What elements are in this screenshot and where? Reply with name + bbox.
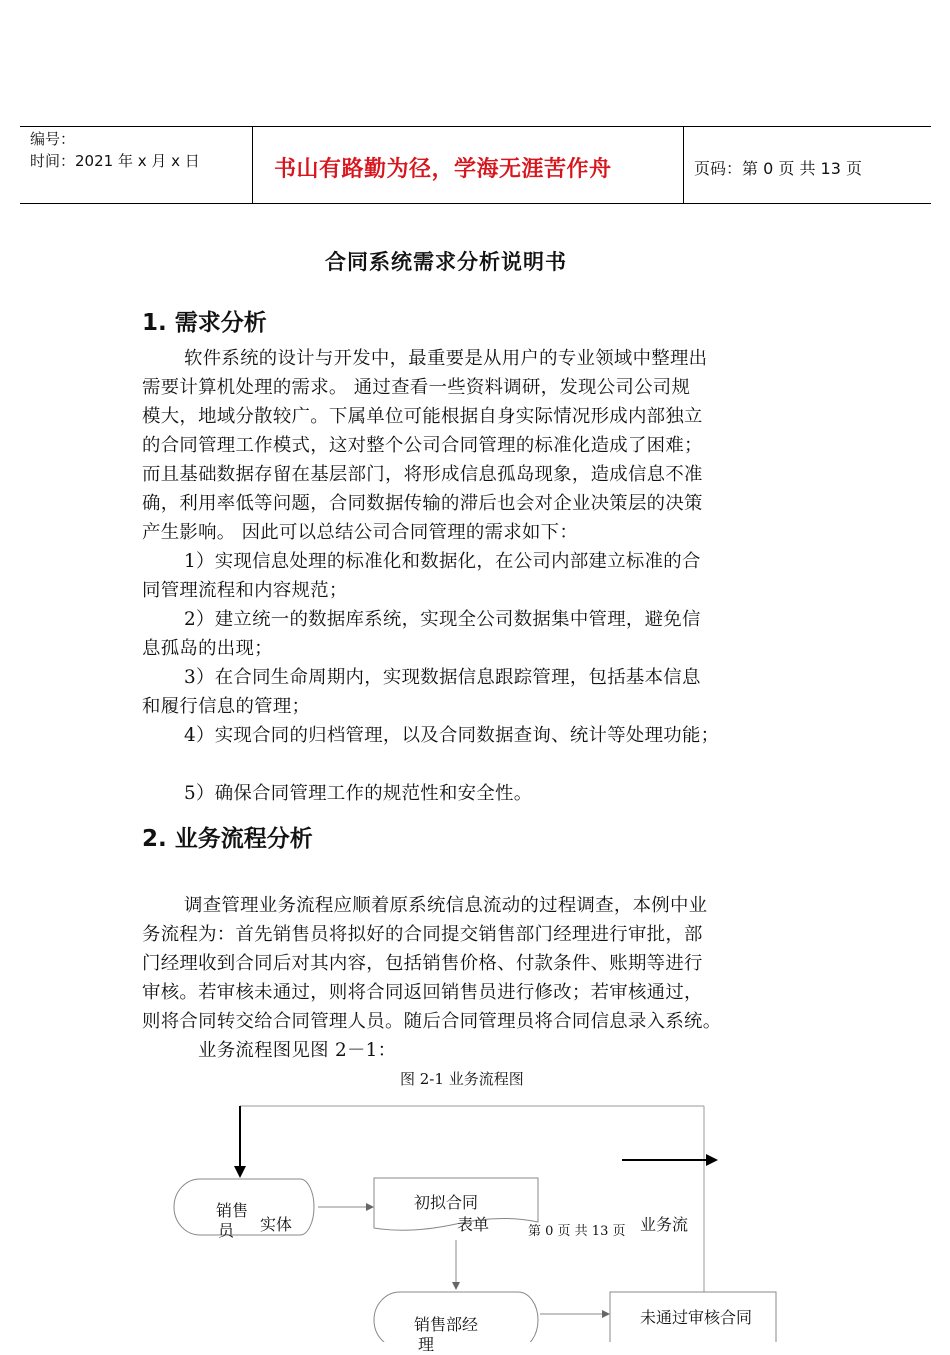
manager-label-b: 理	[418, 1335, 435, 1354]
text-line: 的合同管理工作模式，这对整个公司合同管理的标准化造成了困难；	[142, 435, 703, 456]
text-line: 则将合同转交给合同管理人员。随后合同管理员将合同信息录入系统。	[142, 1011, 722, 1032]
time-label: 时间：2021 年 x 月 x 日	[30, 152, 200, 170]
motto: 书山有路勤为径，学海无涯苦作舟	[274, 157, 612, 182]
list-item: 4）实现合同的归档管理，以及合同数据查询、统计等处理功能；	[184, 725, 720, 746]
arrow-to-manager-head	[452, 1282, 460, 1290]
list-item-cont: 息孤岛的出现；	[142, 638, 273, 659]
number-label: 编号：	[30, 130, 76, 148]
text-line: 软件系统的设计与开发中，最重要是从用户的专业领域中整理出	[184, 348, 708, 369]
salesperson-label-b: 员	[218, 1221, 235, 1240]
arrow-to-draft-head	[366, 1203, 374, 1211]
list-item: 3）在合同生命周期内，实现数据信息跟踪管理，包括基本信息	[184, 667, 701, 688]
text-line: 确，利用率低等问题，合同数据传输的滞后也会对企业决策层的决策	[142, 493, 703, 514]
text-line: 产生影响。 因此可以总结公司合同管理的需求如下：	[142, 522, 579, 543]
list-item: 5）确保合同管理工作的规范性和安全性。	[184, 783, 533, 804]
text-line: 需要计算机处理的需求。 通过查看一些资料调研，发现公司公司规	[142, 377, 691, 398]
legend-arrow-head	[706, 1154, 718, 1166]
document-title: 合同系统需求分析说明书	[325, 250, 567, 274]
flow-label: 业务流	[640, 1215, 689, 1234]
list-item: 1）实现信息处理的标准化和数据化，在公司内部建立标准的合	[184, 551, 701, 572]
entity-label: 实体	[260, 1215, 293, 1234]
figure-reference: 业务流程图见图 2－1：	[198, 1040, 397, 1061]
section2-heading: 2. 业务流程分析	[142, 826, 313, 852]
list-item: 2）建立统一的数据库系统，实现全公司数据集中管理，避免信	[184, 609, 701, 630]
salesperson-label-a: 销售	[216, 1201, 249, 1220]
draft-label-a: 初拟合同	[414, 1193, 479, 1212]
page-info: 页码：第 0 页 共 13 页	[694, 159, 862, 178]
text-line: 务流程为：首先销售员将拟好的合同提交销售部门经理进行审批，部	[142, 924, 703, 945]
arrow-to-rejected-head	[602, 1310, 610, 1318]
text-line: 调查管理业务流程应顺着原系统信息流动的过程调查，本例中业	[184, 895, 708, 916]
text-line: 而且基础数据存留在基层部门，将形成信息孤岛现象，造成信息不准	[142, 464, 703, 485]
manager-label-a: 销售部经	[414, 1315, 479, 1334]
section1-heading: 1. 需求分析	[142, 310, 267, 336]
rejected-label: 未通过审核合同	[640, 1308, 753, 1327]
text-line: 审核。若审核未通过，则将合同返回销售员进行修改；若审核通过，	[142, 982, 703, 1003]
text-line: 模大，地域分散较广。下属单位可能根据自身实际情况形成内部独立	[142, 406, 703, 427]
list-item-cont: 同管理流程和内容规范；	[142, 580, 348, 601]
figure-caption: 图 2-1 业务流程图	[400, 1070, 524, 1088]
draft-label-b: 表单	[457, 1215, 490, 1234]
list-item-cont: 和履行信息的管理；	[142, 696, 311, 717]
page-footer: 第 0 页 共 13 页	[528, 1224, 626, 1239]
text-line: 门经理收到合同后对其内容，包括销售价格、付款条件、账期等进行	[142, 953, 703, 974]
arrow-down-head	[234, 1166, 246, 1178]
